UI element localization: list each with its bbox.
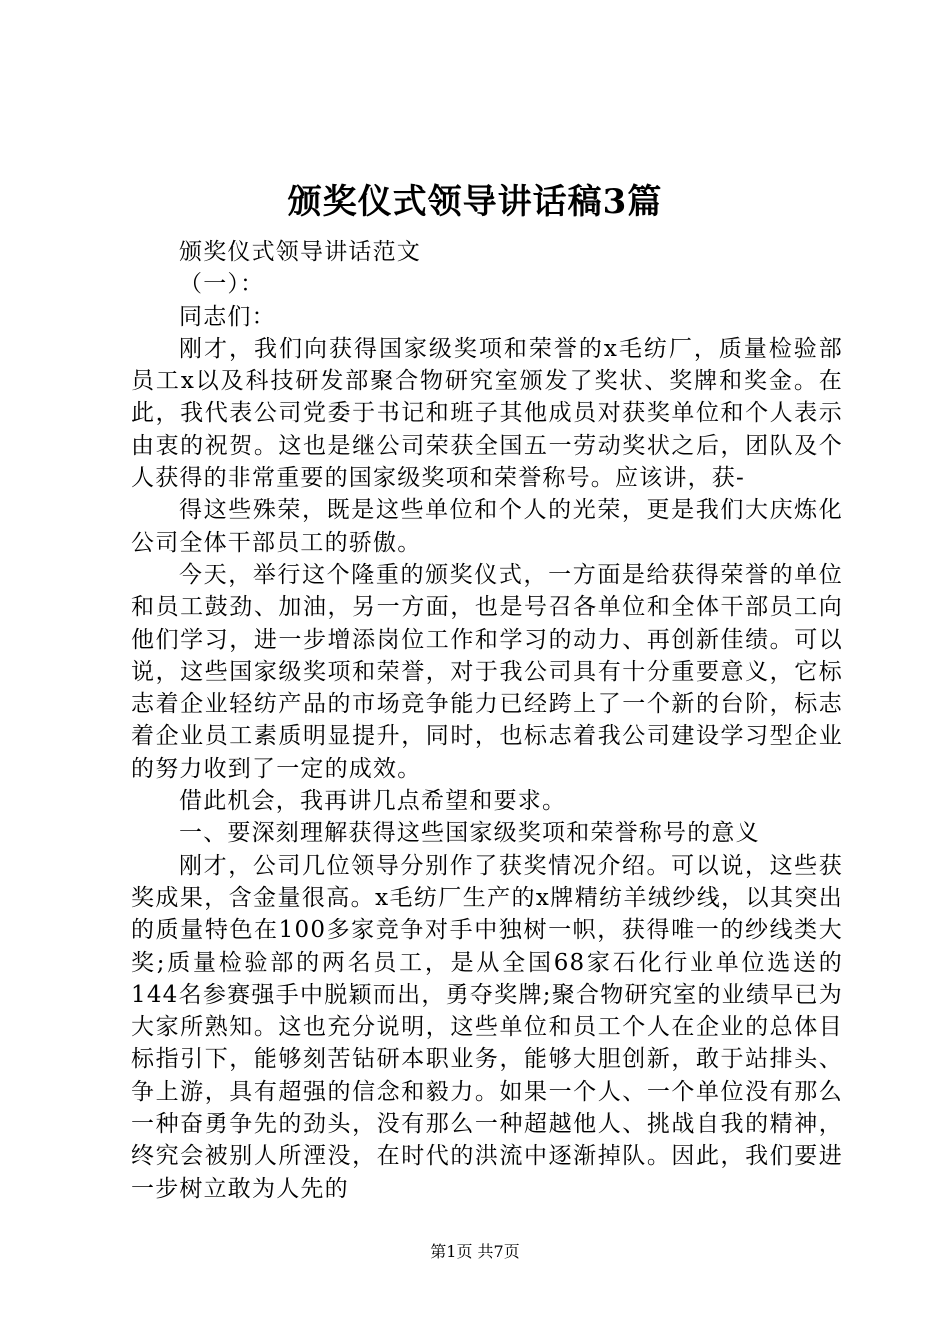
- paragraph: 得这些殊荣，既是这些单位和个人的光荣，更是我们大庆炼化公司全体干部员工的骄傲。: [131, 497, 843, 556]
- document-body: [131, 236, 843, 1205]
- section-heading: 一、要深刻理解获得这些国家级奖项和荣誉称号的意义: [179, 820, 760, 847]
- paragraph: 借此机会，我再讲几点希望和要求。: [179, 788, 567, 815]
- page-number-footer: 第1页 共7页: [430, 1242, 520, 1261]
- paragraph: 刚才，公司几位领导分别作了获奖情况介绍。可以说，这些获奖成果，含金量很高。x毛纺厂生产的x牌精纺羊绒纱线，以其突出的质量特色在100多家竞争对手中独树一帜，获得唯一的纱线类大奖;质量检验部的两名员工，是从全国68家石化行业单位选送的144名参赛强手中脱颖而出，勇夺奖牌;聚合物研究室的业绩早已为大家所熟知。这也充分说明，这些单位和员工个人在企业的总体目标指引下，能够刻苦钻研本职业务，能够大胆创新，敢于站排头、争上游，具有超强的信念和毅力。如果一个人、一个单位没有那么一种奋勇争先的劲头，没有那么一种超越他人、挑战自我的精神，终究会被别人所湮没，在时代的洪流中逐渐掉队。因此，我们要进一步树立敢为人先的: [131, 852, 843, 1202]
- paragraph-subtitle: 颁奖仪式领导讲话范文: [179, 239, 421, 265]
- paragraph: 刚才，我们向获得国家级奖项和荣誉的x毛纺厂，质量检验部员工x以及科技研发部聚合物研究室颁发了奖状、奖牌和奖金。在此，我代表公司党委于书记和班子其他成员对获奖单位和个人表示由衷的祝贺。这也是继公司荣获全国五一劳动奖状之后，团队及个人获得的非常重要的国家级奖项和荣誉称号。应该讲，获-: [131, 335, 843, 492]
- paragraph-section-number: （一）：: [179, 271, 265, 298]
- paragraph: 今天，举行这个隆重的颁奖仪式，一方面是给获得荣誉的单位和员工鼓劲、加油，另一方面，也是号召各单位和全体干部员工向他们学习，进一步增添岗位工作和学习的动力、再创新佳绩。可以说，这些国家级奖项和荣誉，对于我公司具有十分重要意义，它标志着企业轻纺产品的市场竞争能力已经跨上了一个新的台阶，标志着企业员工素质明显提升，同时，也标志着我公司建设学习型企业的努力收到了一定的成效。: [131, 561, 843, 782]
- document-title: 颁奖仪式领导讲话稿3篇: [287, 182, 663, 222]
- paragraph-salutation: 同志们：: [179, 303, 276, 330]
